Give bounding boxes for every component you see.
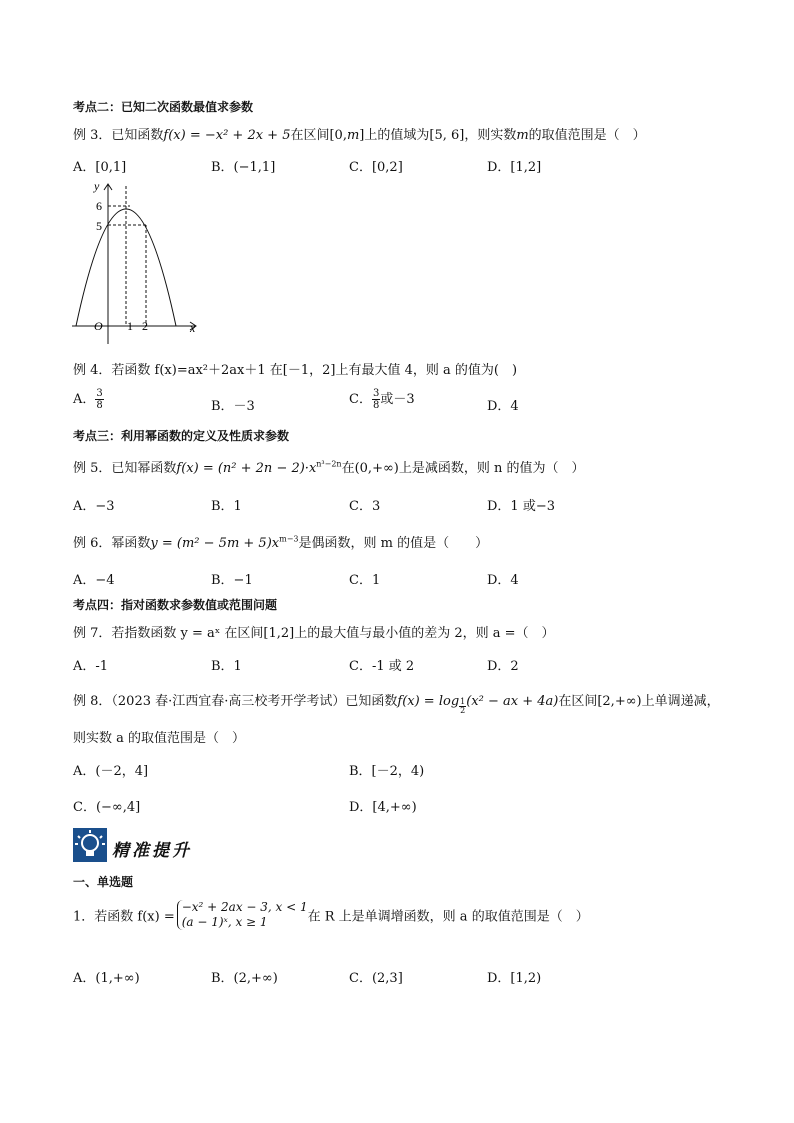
axis-x-label: x xyxy=(190,321,196,335)
q1-label: 1．若函数 f(x) = xyxy=(73,909,175,925)
tick-1: 1 xyxy=(127,319,133,333)
ex8-stem xyxy=(73,690,720,715)
q1-option-a[interactable]: A．(1,+∞) xyxy=(73,971,140,986)
ex5-stem xyxy=(73,457,585,476)
q1-end: 在 R 上是单调增函数，则 a 的取值范围是（ ） xyxy=(307,909,589,925)
ex8-option-d[interactable]: D．[4,+∞) xyxy=(349,800,417,815)
q1-option-c[interactable]: C．(2,3] xyxy=(349,971,403,986)
ex5-option-b[interactable]: B．1 xyxy=(211,499,242,514)
ex8-option-a[interactable]: A．(－2，4] xyxy=(73,764,149,779)
ex6-exp: m−3 xyxy=(279,534,299,544)
ex6-option-c[interactable]: C．1 xyxy=(349,573,381,588)
ex6-option-d[interactable]: D．4 xyxy=(487,573,519,588)
ex4-a-num: 3 xyxy=(96,388,103,399)
ex3-mid: 在区间[0, xyxy=(290,128,347,143)
ex6-option-a[interactable]: A．−4 xyxy=(73,573,115,588)
ex3-option-a[interactable]: A．[0,1] xyxy=(73,160,127,175)
ex3-end: 的取值范围是（ ） xyxy=(528,128,646,143)
ex3-option-c[interactable]: C．[0,2] xyxy=(349,160,403,175)
ex3-m: m xyxy=(346,128,360,143)
parabola-graph xyxy=(68,178,208,348)
ex5-option-d[interactable]: D．1 或−3 xyxy=(487,499,555,514)
ex5-func: f(x) = (n² + 2n − 2)·x xyxy=(176,461,317,476)
ex3-label: 例 3．已知函数 xyxy=(73,128,164,143)
ex3-func: f(x) = −x² + 2x + 5 xyxy=(163,128,291,143)
ex7-option-a[interactable]: A．-1 xyxy=(73,659,109,674)
ex8-option-c[interactable]: C．(−∞,4] xyxy=(73,800,141,815)
ex3-option-d[interactable]: D．[1,2] xyxy=(487,160,542,175)
single-choice-heading: 一、单选题 xyxy=(73,875,134,889)
q1-stem xyxy=(73,900,589,930)
kp3-heading: 考点三：利用幂函数的定义及性质求参数 xyxy=(73,429,290,443)
ex4-a-prefix: A． xyxy=(73,392,96,407)
lightbulb-icon xyxy=(73,828,107,862)
ex7-option-b[interactable]: B．1 xyxy=(211,659,242,674)
ex8-base-den: 2 xyxy=(460,706,466,715)
ex8-end: 在区间[2,+∞)上单调递减， xyxy=(558,694,720,709)
ex4-a-den: 8 xyxy=(96,400,103,411)
ex6-option-b[interactable]: B．−1 xyxy=(211,573,253,588)
ex6-stem xyxy=(73,532,488,551)
ex8-base-num: 1 xyxy=(460,697,466,706)
tick-2: 2 xyxy=(142,319,148,333)
kp4-heading: 考点四：指对函数求参数值或范围问题 xyxy=(73,598,278,612)
ex4-c-num: 3 xyxy=(372,388,380,399)
ex5-option-a[interactable]: A．−3 xyxy=(73,499,115,514)
q1-case1: −x² + 2ax − 3, x < 1 xyxy=(181,900,308,914)
ex3-m2: m xyxy=(516,128,529,143)
ex8-label: 例 8．（2023 春·江西宜春·高三校考开学考试）已知函数 xyxy=(73,694,398,709)
ex8-option-b[interactable]: B．[－2，4) xyxy=(349,764,425,779)
ex4-c-den: 8 xyxy=(372,400,380,411)
ex4-c-suffix: 或－3 xyxy=(380,392,415,407)
ex7-option-c[interactable]: C．-1 或 2 xyxy=(349,659,415,674)
kp2-heading: 考点二：已知二次函数最值求参数 xyxy=(73,100,254,114)
ex5-option-c[interactable]: C．3 xyxy=(349,499,381,514)
ex4-a-frac xyxy=(95,388,103,411)
axis-y-label: y xyxy=(94,179,100,193)
ex3-option-b[interactable]: B．(−1,1] xyxy=(211,160,276,175)
ex4-option-c[interactable] xyxy=(349,388,415,411)
ex5-exp: n³−2n xyxy=(316,459,342,469)
ex6-label: 例 6．幂函数 xyxy=(73,536,151,551)
ex8-func-post: (x² − ax + 4a) xyxy=(466,694,559,709)
ex3-stem xyxy=(73,124,646,143)
ex8-func-pre: f(x) = log xyxy=(397,694,460,709)
q1-option-b[interactable]: B．(2,+∞) xyxy=(211,971,278,986)
ex4-option-a[interactable] xyxy=(73,388,104,411)
ex7-stem: 例 7．若指数函数 y = aˣ 在区间[1,2]上的最大值与最小值的差为 2，则 a =（ ） xyxy=(73,626,555,641)
ex8-stem-line2: 则实数 a 的取值范围是（ ） xyxy=(73,731,246,746)
ex4-c-prefix: C． xyxy=(349,392,372,407)
section-title: 精准提升 xyxy=(112,841,192,861)
ex3-mid2: ]上的值域为[5, 6]，则实数 xyxy=(359,128,517,143)
tick-5: 5 xyxy=(96,219,102,233)
ex5-end: 在(0,+∞)上是减函数，则 n 的值为（ ） xyxy=(341,461,585,476)
tick-6: 6 xyxy=(96,199,102,213)
ex4-option-d[interactable]: D．4 xyxy=(487,399,519,414)
ex6-end: 是偶函数，则 m 的值是（ ） xyxy=(298,536,489,551)
ex4-option-b[interactable]: B．－3 xyxy=(211,399,255,414)
q1-case2: (a − 1)ˣ, x ≥ 1 xyxy=(181,915,268,929)
ex7-option-d[interactable]: D．2 xyxy=(487,659,519,674)
origin-label: O xyxy=(94,319,103,333)
ex4-stem: 例 4．若函数 f(x)=ax²＋2ax＋1 在[－1，2]上有最大值 4，则 a 的值为( ) xyxy=(73,363,518,378)
ex5-label: 例 5．已知幂函数 xyxy=(73,461,177,476)
q1-option-d[interactable]: D．[1,2) xyxy=(487,971,542,986)
ex6-func: y = (m² − 5m + 5)x xyxy=(150,536,280,551)
q1-piecewise xyxy=(177,900,308,930)
lightbulb-icon-box xyxy=(73,828,107,862)
